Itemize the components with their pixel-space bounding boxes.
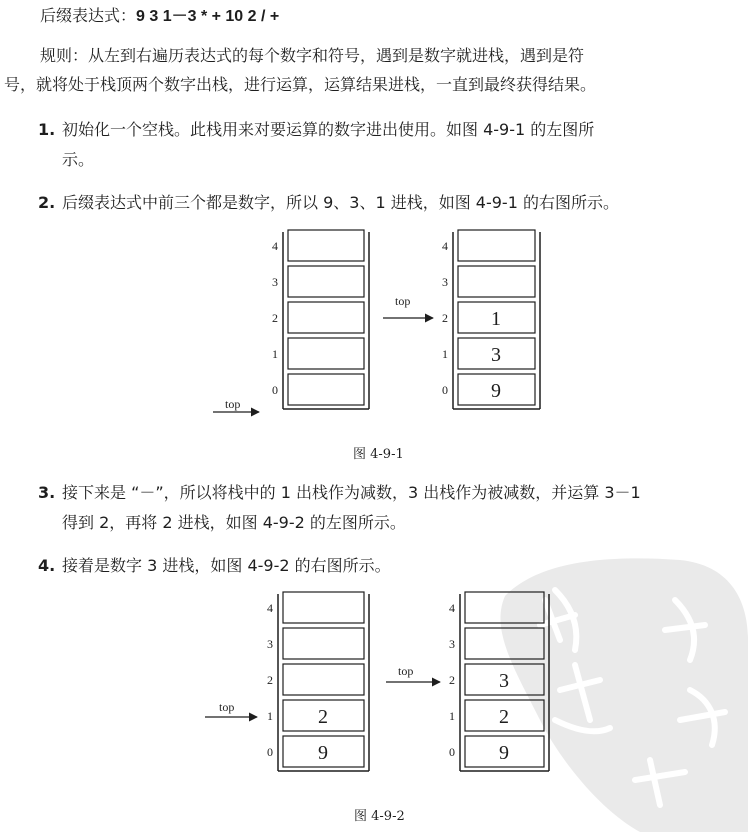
fig2-left-index-4: 4	[267, 601, 273, 615]
fig1-left-index-0: 0	[272, 383, 278, 397]
step-3-line-1: 接下来是 “－”，所以将栈中的 1 出栈作为减数，3 出栈作为被减数，并运算 3－1	[62, 483, 641, 502]
fig1-right-index-1: 1	[442, 347, 448, 361]
fig2-left-stack	[205, 592, 369, 771]
fig2-right-index-1: 1	[449, 709, 455, 723]
fig1-right-cell-2: 1	[491, 308, 501, 330]
step-4-number: 4.	[38, 556, 56, 575]
expression-value: 9 3 1－3 * + 10 2 / +	[136, 8, 280, 25]
fig2-right-cell-0: 9	[499, 742, 509, 764]
step-1-line-2: 示。	[62, 150, 95, 169]
fig2-right-index-2: 2	[449, 673, 455, 687]
step-4-line-1: 接着是数字 3 进栈，如图 4-9-2 的右图所示。	[62, 556, 391, 575]
fig1-right-stack	[383, 230, 540, 409]
fig1-right-index-4: 4	[442, 239, 448, 253]
fig2-right-index-3: 3	[449, 637, 455, 651]
fig2-right-index-4: 4	[449, 601, 455, 615]
step-3-number: 3.	[38, 483, 56, 502]
fig2-left-cell-0: 9	[318, 742, 328, 764]
fig2-left-index-1: 1	[267, 709, 273, 723]
rule-line-2: 号，就将处于栈顶两个数字出栈，进行运算，运算结果进栈，一直到最终获得结果。	[4, 75, 597, 94]
fig1-right-index-0: 0	[442, 383, 448, 397]
fig2-left-top-label: top	[219, 700, 235, 714]
fig1-left-index-3: 3	[272, 275, 278, 289]
fig2-right-stack	[386, 592, 549, 771]
step-1-line-1: 初始化一个空栈。此栈用来对要运算的数字进出使用。如图 4-9-1 的左图所	[62, 120, 595, 139]
fig1-left-top-label: top	[225, 397, 241, 411]
rule-line-1: 规则：从左到右遍历表达式的每个数字和符号，遇到是数字就进栈，遇到是符	[40, 46, 585, 65]
fig2-right-cell-1: 2	[499, 706, 509, 728]
step-2-line-1: 后缀表达式中前三个都是数字，所以 9、3、1 进栈，如图 4-9-1 的右图所示。	[62, 193, 619, 212]
figure-2-caption: 图 4-9-2	[354, 809, 405, 824]
fig1-right-top-label: top	[395, 294, 411, 308]
fig1-left-index-2: 2	[272, 311, 278, 325]
figure-1-caption: 图 4-9-1	[353, 447, 404, 462]
step-1-number: 1.	[38, 120, 56, 139]
fig1-right-cell-1: 3	[491, 344, 501, 366]
fig2-right-cell-2: 3	[499, 670, 509, 692]
fig1-right-cell-0: 9	[491, 380, 501, 402]
fig1-left-index-4: 4	[272, 239, 278, 253]
fig2-left-index-0: 0	[267, 745, 273, 759]
fig2-left-index-2: 2	[267, 673, 273, 687]
fig2-right-index-0: 0	[449, 745, 455, 759]
fig2-left-index-3: 3	[267, 637, 273, 651]
fig1-left-stack	[213, 230, 369, 412]
step-2-number: 2.	[38, 193, 56, 212]
fig2-left-cell-1: 2	[318, 706, 328, 728]
fig1-right-index-3: 3	[442, 275, 448, 289]
step-3-line-2: 得到 2，再将 2 进栈，如图 4-9-2 的左图所示。	[62, 513, 406, 532]
expression-label: 后缀表达式：	[40, 6, 137, 25]
fig1-right-index-2: 2	[442, 311, 448, 325]
fig1-left-index-1: 1	[272, 347, 278, 361]
fig2-right-top-label: top	[398, 664, 414, 678]
